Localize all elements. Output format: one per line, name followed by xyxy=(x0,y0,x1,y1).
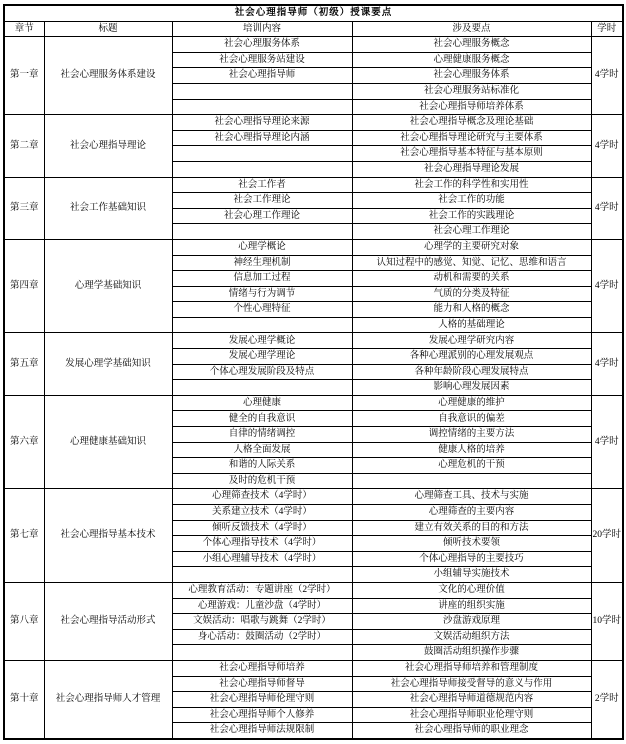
cell-key-point: 发展心理学研究内容 xyxy=(352,333,591,349)
cell-training-content: 关系建立技术（4学时） xyxy=(172,505,352,521)
cell-training-content: 神经生理机制 xyxy=(172,255,352,271)
cell-training-content xyxy=(172,317,352,333)
cell-key-point: 心理危机的干预 xyxy=(352,458,591,474)
cell-training-content: 心理健康 xyxy=(172,395,352,411)
cell-class-hours: 20学时 xyxy=(591,489,623,583)
cell-training-content xyxy=(172,645,352,661)
cell-training-content: 倾听反馈技术（4学时） xyxy=(172,520,352,536)
cell-class-hours: 4学时 xyxy=(591,177,623,239)
cell-key-point: 文化的心理价值 xyxy=(352,582,591,598)
cell-training-content: 心理教育活动：专题讲座（2学时） xyxy=(172,582,352,598)
cell-key-point: 社会心理指导概念及理论基础 xyxy=(352,115,591,131)
cell-topic: 社会心理指导活动形式 xyxy=(44,582,172,660)
cell-key-point: 倾听技术要领 xyxy=(352,536,591,552)
cell-chapter: 第八章 xyxy=(4,582,44,660)
cell-training-content: 社会心理工作理论 xyxy=(172,208,352,224)
cell-training-content: 自律的情绪调控 xyxy=(172,427,352,443)
cell-training-content xyxy=(172,146,352,162)
cell-chapter: 第一章 xyxy=(4,37,44,115)
cell-chapter: 第六章 xyxy=(4,395,44,489)
cell-chapter: 第五章 xyxy=(4,333,44,395)
cell-key-point: 社会心理指导师接受督导的意义与作用 xyxy=(352,676,591,692)
cell-class-hours: 4学时 xyxy=(591,239,623,333)
cell-key-point: 社会工作的实践理论 xyxy=(352,208,591,224)
cell-key-point xyxy=(352,473,591,489)
cell-key-point: 讲座的组织实施 xyxy=(352,598,591,614)
cell-key-point: 影响心理发展因素 xyxy=(352,380,591,396)
cell-topic: 心理学基础知识 xyxy=(44,239,172,333)
cell-training-content: 社会心理指导师 xyxy=(172,68,352,84)
cell-training-content: 社会心理服务站建设 xyxy=(172,52,352,68)
cell-key-point: 各种年龄阶段心理发展特点 xyxy=(352,364,591,380)
table-row xyxy=(4,489,623,505)
table-row xyxy=(4,395,623,411)
cell-training-content: 小组心理辅导技术（4学时） xyxy=(172,551,352,567)
cell-topic: 社会心理指导师人才管理 xyxy=(44,660,172,738)
cell-class-hours: 10学时 xyxy=(591,582,623,660)
cell-key-point: 小组辅导实施技术 xyxy=(352,567,591,583)
cell-key-point: 心理健康服务概念 xyxy=(352,52,591,68)
cell-training-content: 健全的自我意识 xyxy=(172,411,352,427)
cell-training-content: 社会心理指导师伦理守则 xyxy=(172,692,352,708)
table-row xyxy=(4,177,623,193)
cell-key-point: 社会心理服务体系 xyxy=(352,68,591,84)
cell-key-point: 心理健康的维护 xyxy=(352,395,591,411)
cell-key-point: 社会心理指导理论研究与主要体系 xyxy=(352,130,591,146)
cell-key-point: 人格的基础理论 xyxy=(352,317,591,333)
cell-class-hours: 4学时 xyxy=(591,37,623,115)
cell-key-point: 建立有效关系的目的和方法 xyxy=(352,520,591,536)
cell-training-content: 个体心理发展阶段及特点 xyxy=(172,364,352,380)
column-header-chapter: 章节 xyxy=(4,21,44,37)
cell-key-point: 鼓圈活动组织操作步骤 xyxy=(352,645,591,661)
cell-key-point: 文娱活动组织方法 xyxy=(352,629,591,645)
cell-key-point: 各种心理派别的心理发展观点 xyxy=(352,349,591,365)
cell-key-point: 心理筛查的主要内容 xyxy=(352,505,591,521)
cell-training-content: 社会心理指导理论来源 xyxy=(172,115,352,131)
cell-topic: 社会心理指导理论 xyxy=(44,115,172,177)
cell-training-content: 社会心理指导师法规限制 xyxy=(172,723,352,739)
cell-key-point: 气质的分类及特征 xyxy=(352,286,591,302)
cell-key-point: 能力和人格的概念 xyxy=(352,302,591,318)
cell-chapter: 第二章 xyxy=(4,115,44,177)
cell-training-content: 发展心理学理论 xyxy=(172,349,352,365)
cell-key-point: 调控情绪的主要方法 xyxy=(352,427,591,443)
cell-chapter: 第三章 xyxy=(4,177,44,239)
cell-key-point: 社会心理指导基本特征与基本原则 xyxy=(352,146,591,162)
table-row xyxy=(4,37,623,53)
cell-training-content: 身心活动：鼓圈活动（2学时） xyxy=(172,629,352,645)
table-row xyxy=(4,333,623,349)
course-outline-table xyxy=(3,4,624,740)
cell-training-content xyxy=(172,380,352,396)
cell-topic: 社会工作基础知识 xyxy=(44,177,172,239)
document-title: 社会心理指导师（初级）授课要点 xyxy=(4,5,623,21)
cell-key-point: 健康人格的培养 xyxy=(352,442,591,458)
cell-topic: 发展心理学基础知识 xyxy=(44,333,172,395)
cell-training-content: 情绪与行为调节 xyxy=(172,286,352,302)
cell-key-point: 社会心理工作理论 xyxy=(352,224,591,240)
cell-key-point: 个体心理指导的主要技巧 xyxy=(352,551,591,567)
cell-key-point: 动机和需要的关系 xyxy=(352,271,591,287)
cell-key-point: 社会心理指导理论发展 xyxy=(352,161,591,177)
cell-key-point: 社会工作的科学性和实用性 xyxy=(352,177,591,193)
cell-key-point: 认知过程中的感觉、知觉、记忆、思维和语言 xyxy=(352,255,591,271)
cell-key-point: 社会心理指导师道德规范内容 xyxy=(352,692,591,708)
column-header-topic: 标题 xyxy=(44,21,172,37)
cell-training-content: 社会心理指导理论内涵 xyxy=(172,130,352,146)
cell-training-content xyxy=(172,224,352,240)
cell-training-content: 信息加工过程 xyxy=(172,271,352,287)
cell-training-content: 个性心理特征 xyxy=(172,302,352,318)
cell-key-point: 心理筛查工具、技术与实施 xyxy=(352,489,591,505)
cell-training-content: 社会心理指导师个人修养 xyxy=(172,707,352,723)
cell-class-hours: 4学时 xyxy=(591,395,623,489)
cell-key-point: 社会心理服务概念 xyxy=(352,37,591,53)
cell-training-content: 心理筛查技术（4学时） xyxy=(172,489,352,505)
cell-class-hours: 4学时 xyxy=(591,333,623,395)
cell-key-point: 心理学的主要研究对象 xyxy=(352,239,591,255)
cell-training-content: 个体心理指导技术（4学时） xyxy=(172,536,352,552)
cell-training-content: 及时的危机干预 xyxy=(172,473,352,489)
cell-topic: 心理健康基础知识 xyxy=(44,395,172,489)
cell-training-content: 文娱活动：唱歌与跳舞（2学时） xyxy=(172,614,352,630)
cell-training-content: 心理学概论 xyxy=(172,239,352,255)
cell-class-hours: 4学时 xyxy=(591,115,623,177)
cell-key-point: 自我意识的偏差 xyxy=(352,411,591,427)
cell-chapter: 第十章 xyxy=(4,660,44,738)
cell-training-content: 社会工作理论 xyxy=(172,193,352,209)
cell-key-point: 社会心理指导师的职业理念 xyxy=(352,723,591,739)
column-header-hours: 学时 xyxy=(591,21,623,37)
cell-training-content: 发展心理学概论 xyxy=(172,333,352,349)
table-row xyxy=(4,239,623,255)
table-row xyxy=(4,115,623,131)
cell-key-point: 社会心理指导师培养和管理制度 xyxy=(352,660,591,676)
cell-chapter: 第四章 xyxy=(4,239,44,333)
cell-training-content: 人格全面发展 xyxy=(172,442,352,458)
cell-training-content xyxy=(172,99,352,115)
cell-training-content xyxy=(172,83,352,99)
cell-training-content xyxy=(172,567,352,583)
table-body xyxy=(4,5,623,739)
cell-training-content: 和谐的人际关系 xyxy=(172,458,352,474)
cell-training-content: 心理游戏：儿童沙盘（4学时） xyxy=(172,598,352,614)
cell-key-point: 社会心理服务站标准化 xyxy=(352,83,591,99)
table-row xyxy=(4,660,623,676)
cell-topic: 社会心理指导基本技术 xyxy=(44,489,172,583)
cell-key-point: 社会心理指导师职业伦理守则 xyxy=(352,707,591,723)
cell-training-content: 社会工作者 xyxy=(172,177,352,193)
cell-class-hours: 2学时 xyxy=(591,660,623,738)
cell-key-point: 沙盘游戏原理 xyxy=(352,614,591,630)
cell-training-content xyxy=(172,161,352,177)
cell-topic: 社会心理服务体系建设 xyxy=(44,37,172,115)
cell-key-point: 社会工作的功能 xyxy=(352,193,591,209)
cell-chapter: 第七章 xyxy=(4,489,44,583)
column-header-points: 涉及要点 xyxy=(352,21,591,37)
cell-training-content: 社会心理指导师督导 xyxy=(172,676,352,692)
cell-training-content: 社会心理服务体系 xyxy=(172,37,352,53)
column-header-content: 培训内容 xyxy=(172,21,352,37)
cell-key-point: 社会心理指导师培养体系 xyxy=(352,99,591,115)
table-row xyxy=(4,582,623,598)
cell-training-content: 社会心理指导师培养 xyxy=(172,660,352,676)
